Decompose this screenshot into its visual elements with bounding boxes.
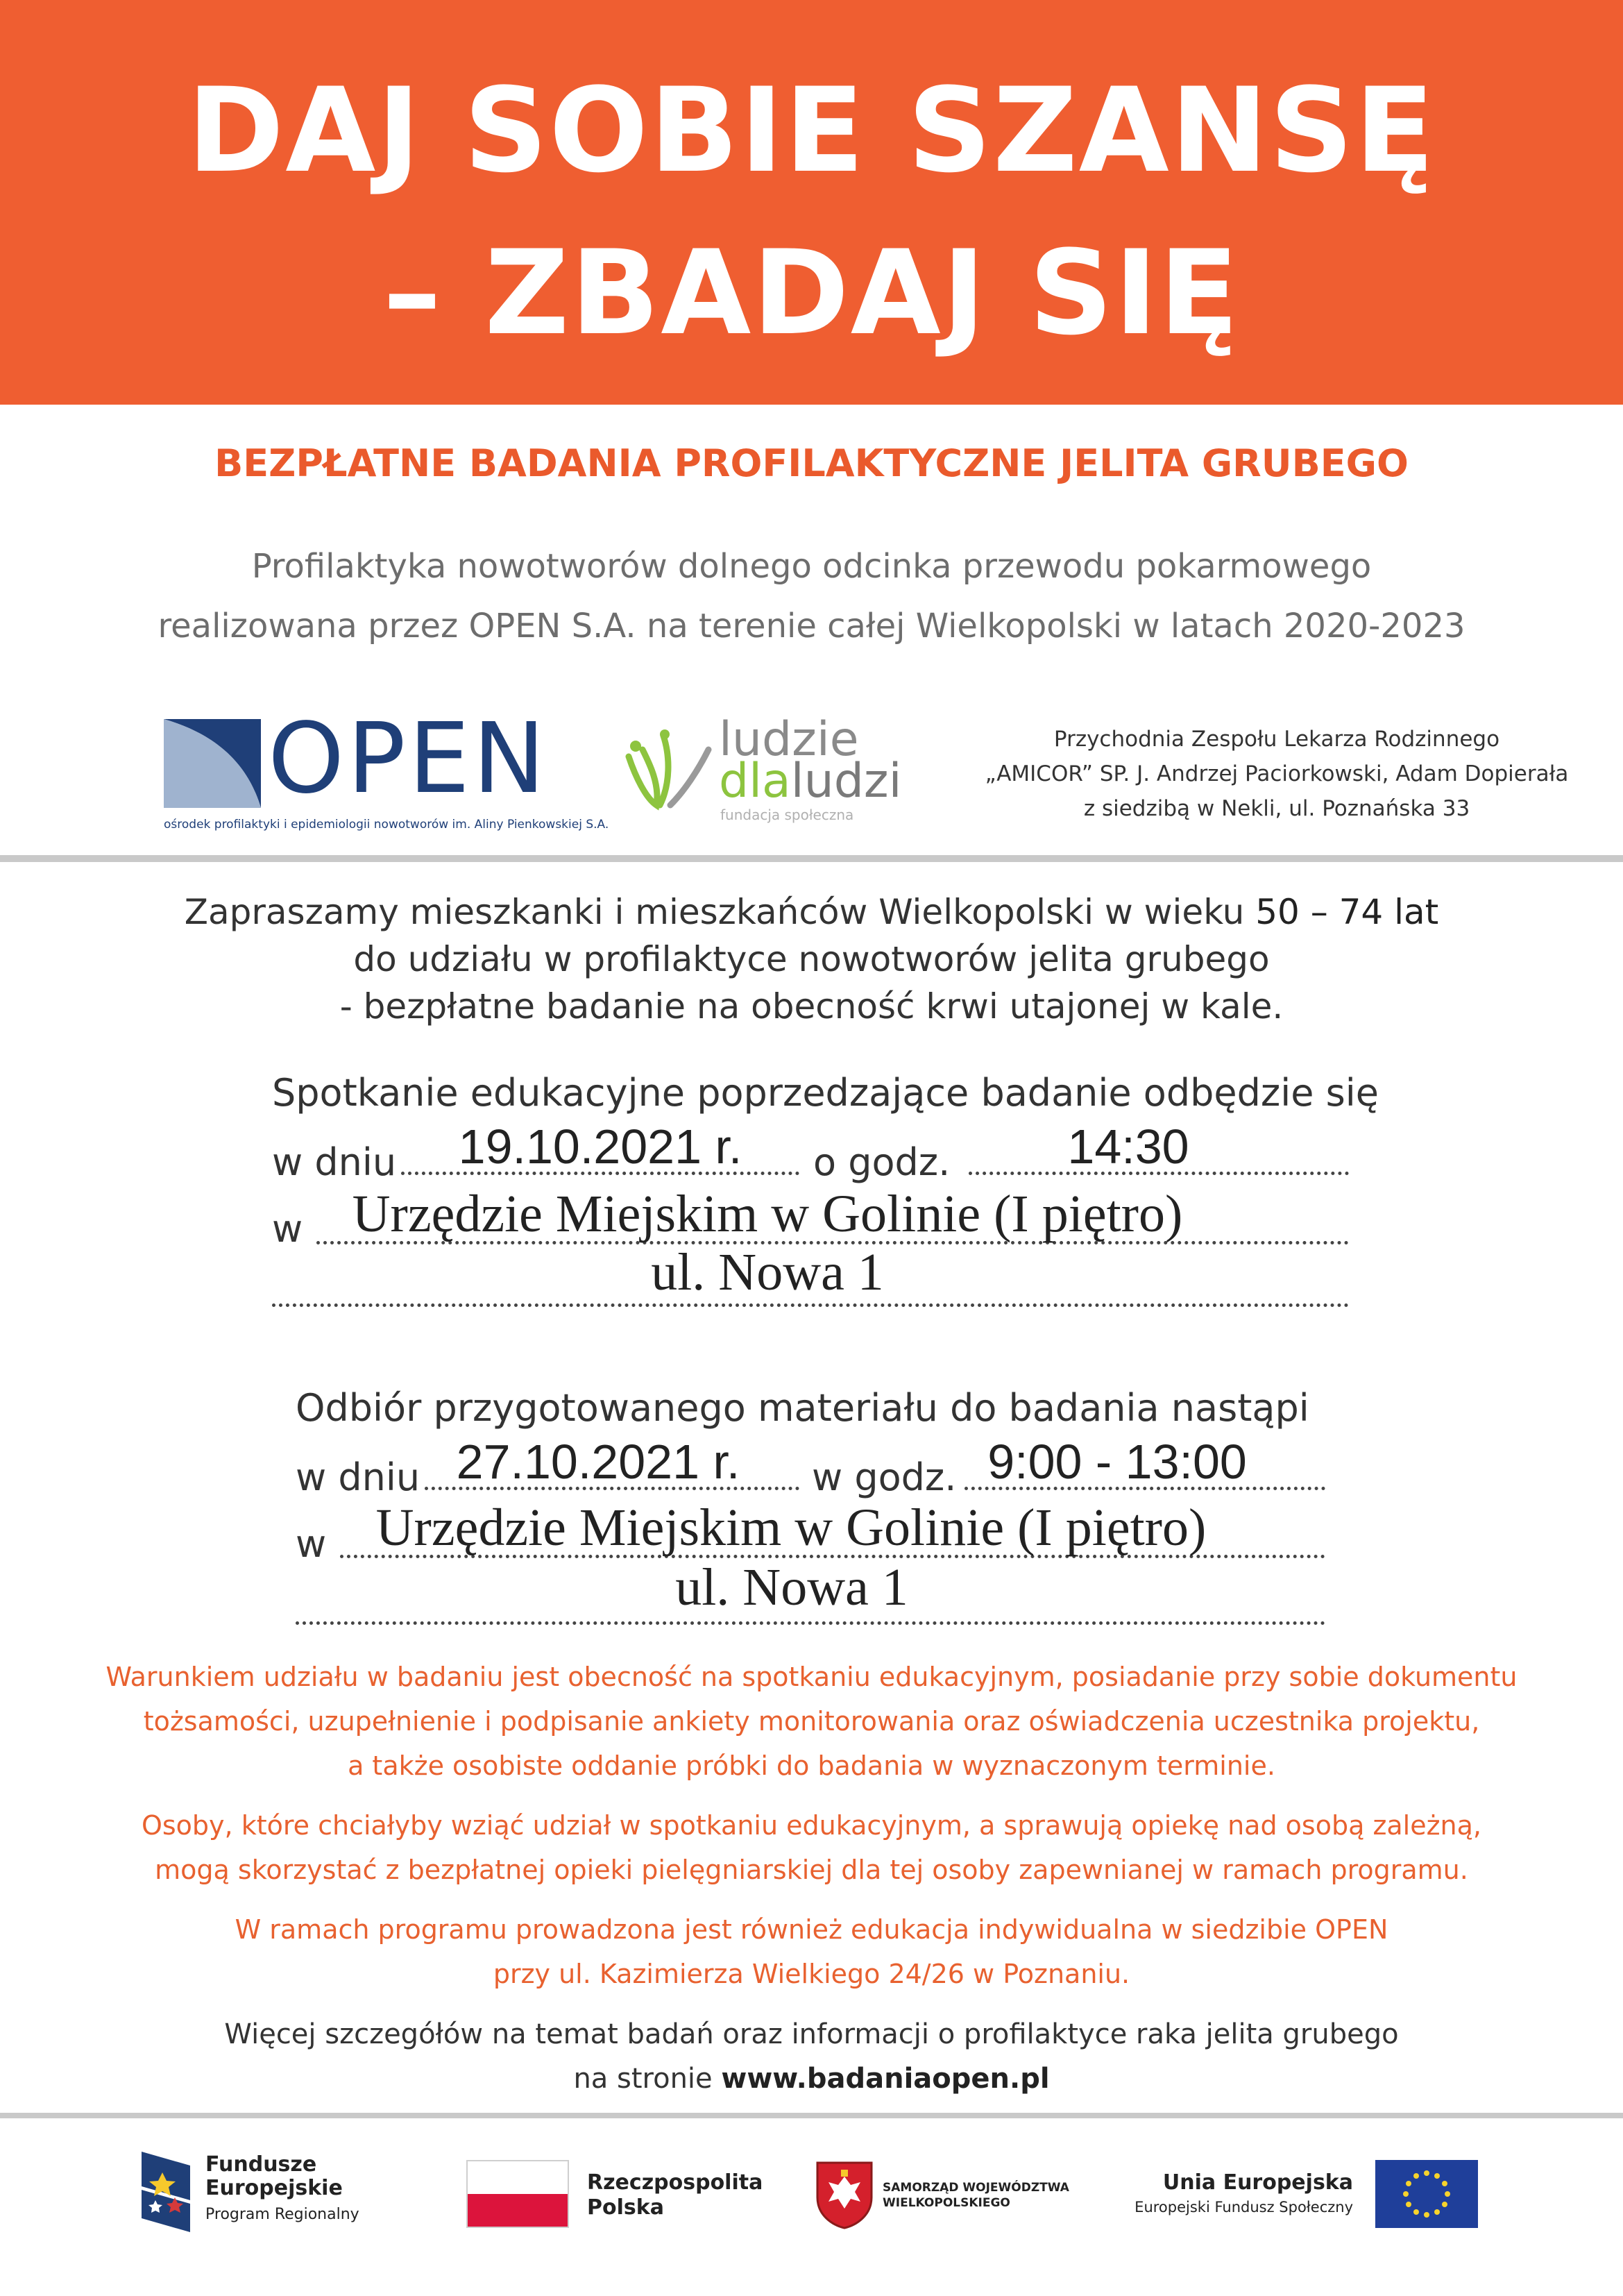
meeting-heading: Spotkanie edukacyjne poprzedzające badanie odbędzie się xyxy=(272,1071,1379,1115)
more-info-line-1: Więcej szczegółów na temat badań oraz informacji o profilaktyce raka jelita grubego xyxy=(224,2018,1399,2050)
rp-line-1: Rzeczpospolita xyxy=(587,2170,763,2195)
wielkopolska-coat-of-arms-icon xyxy=(815,2160,874,2229)
clinic-info xyxy=(965,722,1589,826)
pickup-date-value: 27.10.2021 r. xyxy=(456,1435,740,1489)
meeting-time-label: o godz. xyxy=(813,1140,951,1184)
note-3-line-1: W ramach programu prowadzona jest również edukacja indywidualna w siedzibie OPEN xyxy=(235,1914,1388,1945)
clinic-line-3: z siedzibą w Nekli, ul. Poznańska 33 xyxy=(1083,796,1470,821)
fe-line-1: Fundusze xyxy=(205,2152,317,2177)
sw-line-1: SAMORZĄD WOJEWÓDZTWA xyxy=(883,2181,1069,2195)
title-line-2: – ZBADAJ SIĘ xyxy=(382,225,1241,361)
meeting-time-value: 14:30 xyxy=(1067,1120,1189,1174)
subtitle: BEZPŁATNE BADANIA PROFILAKTYCZNE JELITA GRUBEGO xyxy=(214,441,1409,485)
intro-line-2: realizowana przez OPEN S.A. na terenie całej Wielkopolski w latach 2020-2023 xyxy=(158,607,1465,645)
pickup-place-value: Urzędzie Miejskim w Golinie (I piętro) xyxy=(375,1499,1207,1557)
invite-line-3: - bezpłatne badanie na obecność krwi utajonej w kale. xyxy=(339,986,1284,1027)
fe-line-3: Program Regionalny xyxy=(205,2206,359,2223)
divider-bottom xyxy=(0,2113,1623,2118)
pickup-address-value: ul. Nowa 1 xyxy=(675,1558,908,1617)
title-banner xyxy=(0,0,1623,405)
website-link[interactable]: www.badaniaopen.pl xyxy=(721,2063,1050,2095)
ludzie-dla-ludzi-word-1: ludzie xyxy=(719,712,859,767)
note-1-line-3: a także osobiste oddanie próbki do badania w wyznaczonym terminie. xyxy=(348,1750,1275,1781)
invite-line-2: do udziału w profilaktyce nowotworów jelita grubego xyxy=(353,939,1270,979)
clinic-line-2: „AMICOR” SP. J. Andrzej Paciorkowski, Adam Dopierała xyxy=(985,761,1569,786)
note-1-line-2: tożsamości, uzupełnienie i podpisanie ankiety monitorowania oraz oświadczenia uczestnika projektu, xyxy=(143,1706,1480,1737)
invite-line-1 xyxy=(0,888,1623,936)
note-1-line-1: Warunkiem udziału w badaniu jest obecność na spotkaniu edukacyjnym, posiadanie przy sobie dokumentu xyxy=(105,1662,1518,1692)
ludzie-dla-ludzi-mark-icon xyxy=(622,729,719,812)
sw-line-2: WIELKOPOLSKIEGO xyxy=(883,2196,1010,2210)
fe-line-2: Europejskie xyxy=(205,2176,343,2200)
meeting-address-line xyxy=(272,1303,1349,1307)
meeting-place-value: Urzędzie Miejskim w Golinie (I piętro) xyxy=(352,1185,1183,1243)
note-3-line-2: przy ul. Kazimierza Wielkiego 24/26 w Poznaniu. xyxy=(493,1959,1130,1989)
polish-flag-icon xyxy=(466,2160,569,2228)
more-info-prefix: na stronie xyxy=(573,2063,722,2095)
title-line-1: DAJ SOBIE SZANSĘ xyxy=(187,62,1436,199)
ludzie-dla-ludzi-caption: fundacja społeczna xyxy=(720,807,854,823)
note-2-line-1: Osoby, które chciałyby wziąć udział w spotkaniu edukacyjnym, a sprawują opiekę nad osobą zależną, xyxy=(141,1810,1482,1841)
ludzie-dla-ludzi-logo xyxy=(622,712,913,823)
invite-line-1-text: Zapraszamy mieszkanki i mieszkańców Wielkopolski w wieku xyxy=(184,892,1256,932)
ldl-dla: dla xyxy=(719,754,791,809)
ludzie-dla-ludzi-word-2 xyxy=(719,754,902,809)
more-info-line-2 xyxy=(0,2056,1623,2102)
clinic-line-1: Przychodnia Zespołu Lekarza Rodzinnego xyxy=(1053,727,1500,752)
pickup-time-label: w godz. xyxy=(812,1455,957,1499)
open-logo-word: OPEN xyxy=(268,702,548,816)
rp-line-2: Polska xyxy=(587,2195,664,2220)
eu-flag-icon xyxy=(1375,2160,1478,2228)
meeting-address-value: ul. Nowa 1 xyxy=(651,1243,884,1301)
pickup-date-label: w dniu xyxy=(296,1455,420,1499)
fundusze-europejskie-logo xyxy=(142,2152,364,2235)
pickup-time-value: 9:00 - 13:00 xyxy=(987,1435,1247,1489)
pickup-heading: Odbiór przygotowanego materiału do badania nastąpi xyxy=(296,1386,1309,1430)
pickup-address-line xyxy=(296,1621,1325,1625)
intro-line-1: Profilaktyka nowotworów dolnego odcinka przewodu pokarmowego xyxy=(251,547,1372,586)
meeting-date-value: 19.10.2021 r. xyxy=(458,1120,742,1174)
ldl-ludzi: ludzi xyxy=(790,754,902,809)
open-logo xyxy=(164,702,609,832)
note-2-line-2: mogą skorzystać z bezpłatnej opieki pielęgniarskiej dla tej osoby zapewnianej w ramach programu. xyxy=(155,1855,1468,1885)
ue-line-1: Unia Europejska xyxy=(1162,2170,1353,2195)
open-logo-caption: ośrodek profilaktyki i epidemiologii nowotworów im. Aliny Pienkowskiej S.A. xyxy=(164,818,609,832)
divider-top xyxy=(0,855,1623,862)
pickup-place-label: w xyxy=(296,1522,327,1566)
ue-line-2: Europejski Fundusz Społeczny xyxy=(1135,2199,1353,2215)
open-logo-mark-icon xyxy=(164,719,261,808)
meeting-place-label: w xyxy=(272,1207,303,1251)
fundusze-europejskie-mark-icon xyxy=(142,2152,190,2232)
meeting-date-label: w dniu xyxy=(272,1140,397,1184)
age-range: 50 – 74 lat xyxy=(1255,892,1439,932)
